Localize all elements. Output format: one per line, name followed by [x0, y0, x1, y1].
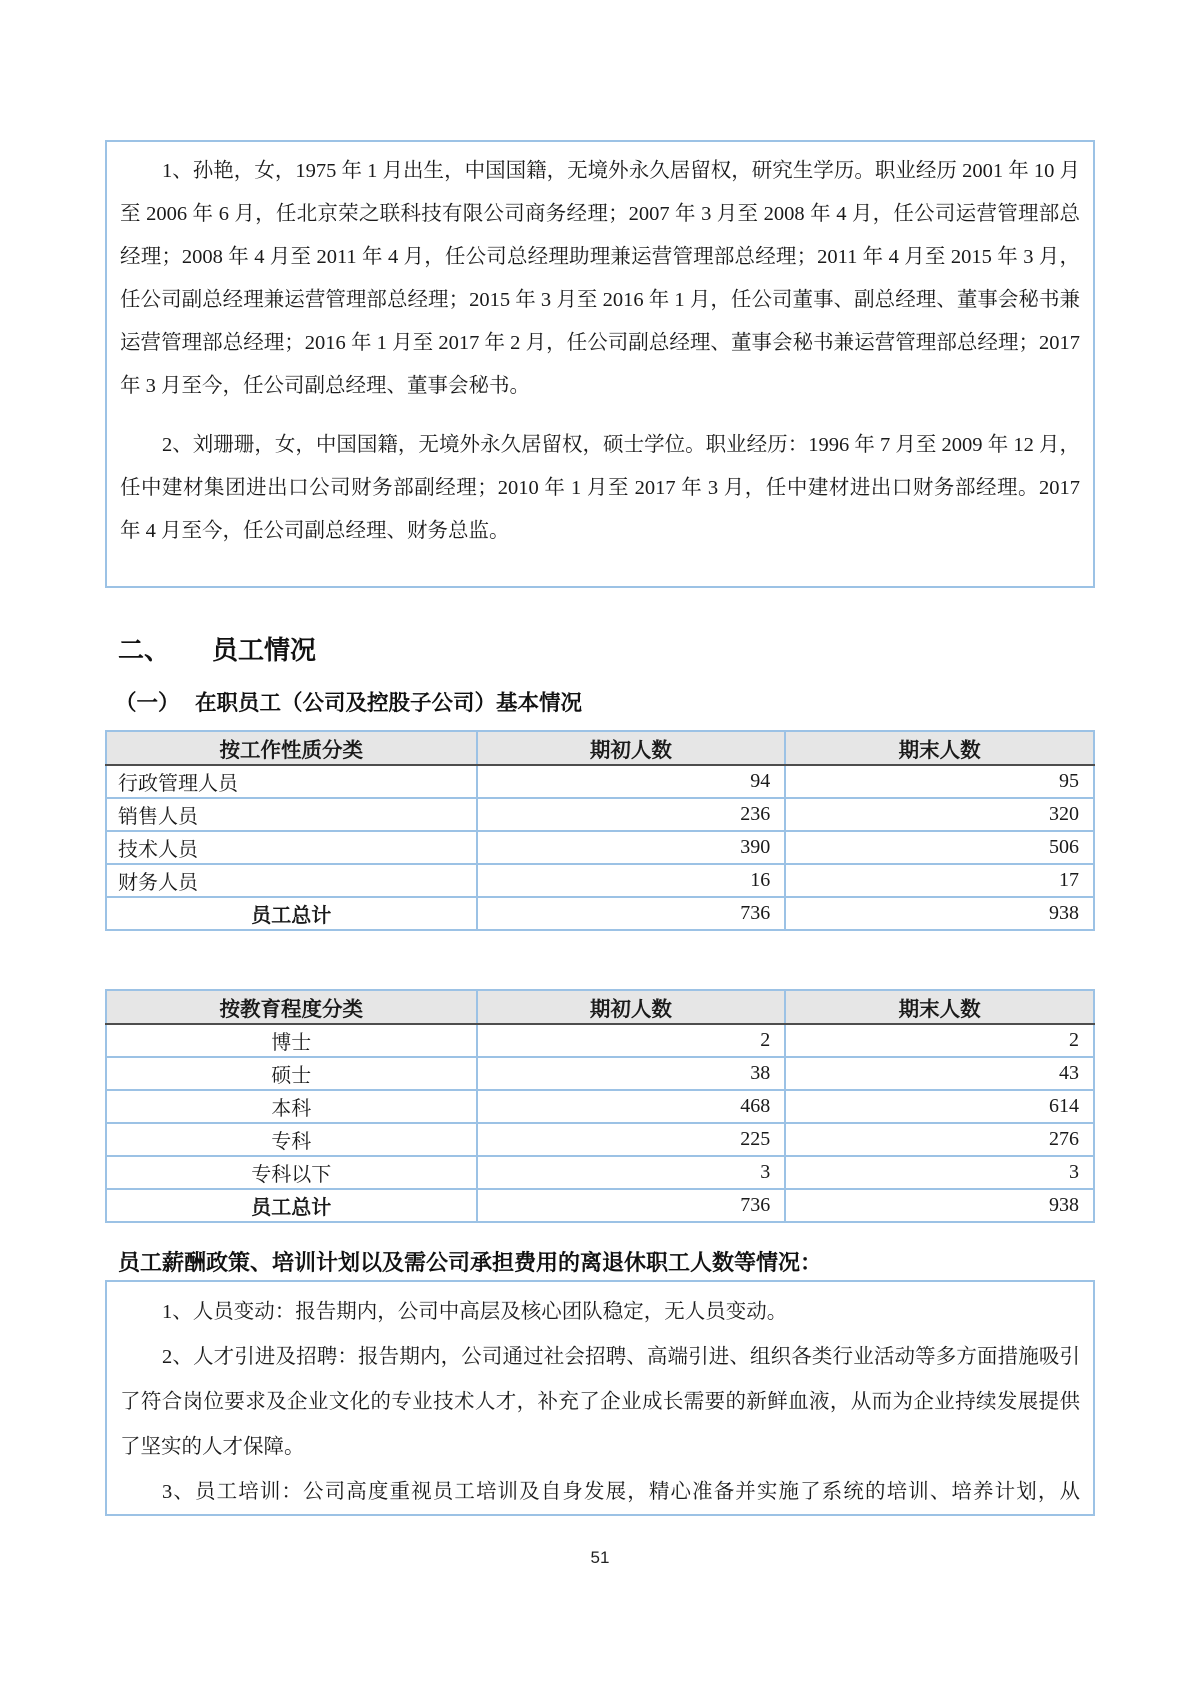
- section-heading: [118, 630, 316, 667]
- table-row: [106, 1156, 1094, 1189]
- column-header: 期初人数: [477, 731, 786, 765]
- column-header: 期初人数: [477, 990, 786, 1024]
- total-end-cell: 938: [785, 897, 1094, 930]
- section-number: 二、: [118, 635, 171, 665]
- policy-details-box: [105, 1280, 1095, 1516]
- employees-by-job-table: [105, 730, 1095, 931]
- table-total-row: [106, 1189, 1094, 1222]
- table-total-row: [106, 897, 1094, 930]
- table-row: [106, 798, 1094, 831]
- start-count-cell: 3: [477, 1156, 786, 1189]
- total-start-cell: 736: [477, 1189, 786, 1222]
- subsection-title: 在职员工（公司及控股子公司）基本情况: [195, 691, 583, 715]
- category-cell: 行政管理人员: [106, 765, 477, 798]
- total-label-cell: 员工总计: [106, 897, 477, 930]
- start-count-cell: 94: [477, 765, 786, 798]
- table-header-row: [106, 731, 1094, 765]
- bio-paragraph-1: 1、孙艳，女，1975 年 1 月出生，中国国籍，无境外永久居留权，研究生学历。职业经历 2001 年 10 月至 2006 年 6 月，任北京荣之联科技有限公司商务经理；2007 年 3 月至 2008 年 4 月，任公司运营管理部总经理；2008 年 4 月至 2011 年 4 月，任公司总经理助理兼运营管理部总经理；2011 年 4 月至 2015 年 3 月，任公司副总经理兼运营管理部总经理；2015 年 3 月至 2016 年 1 月，任公司董事、副总经理、董事会秘书兼运营管理部总经理；2016 年 1 月至 2017 年 2 月，任公司副总经理、董事会秘书兼运营管理部总经理；2017 年 3 月至今，任公司副总经理、董事会秘书。: [120, 160, 1080, 397]
- table-row: [106, 864, 1094, 897]
- end-count-cell: 614: [785, 1090, 1094, 1123]
- end-count-cell: 276: [785, 1123, 1094, 1156]
- column-header: 按教育程度分类: [106, 990, 477, 1024]
- category-cell: 销售人员: [106, 798, 477, 831]
- executive-bios-box: [105, 140, 1095, 588]
- category-cell: 专科以下: [106, 1156, 477, 1189]
- table-row: [106, 1123, 1094, 1156]
- bio-paragraph-2: 2、刘珊珊，女，中国国籍，无境外永久居留权，硕士学位。职业经历：1996 年 7 月至 2009 年 12 月，任中建材集团进出口公司财务部副经理；2010 年 1 月至 2017 年 3 月，任中建材进出口财务部经理。2017 年 4 月至今，任公司副总经理、财务总监。: [120, 434, 1080, 542]
- table-row: [106, 1024, 1094, 1057]
- end-count-cell: 506: [785, 831, 1094, 864]
- table-row: [106, 765, 1094, 798]
- table-row: [106, 831, 1094, 864]
- subsection-heading: [115, 686, 582, 717]
- start-count-cell: 225: [477, 1123, 786, 1156]
- page-number: 51: [590, 1548, 610, 1567]
- start-count-cell: 38: [477, 1057, 786, 1090]
- policy-heading: 员工薪酬政策、培训计划以及需公司承担费用的离退休职工人数等情况：: [118, 1250, 823, 1275]
- column-header: 按工作性质分类: [106, 731, 477, 765]
- start-count-cell: 468: [477, 1090, 786, 1123]
- end-count-cell: 320: [785, 798, 1094, 831]
- policy-paragraph-2: 2、人才引进及招聘：报告期内，公司通过社会招聘、高端引进、组织各类行业活动等多方面措施吸引了符合岗位要求及企业文化的专业技术人才，补充了企业成长需要的新鲜血液，从而为企业持续发展提供了坚实的人才保障。: [120, 1346, 1080, 1458]
- policy-paragraph-1: 1、人员变动：报告期内，公司中高层及核心团队稳定，无人员变动。: [162, 1301, 788, 1323]
- end-count-cell: 17: [785, 864, 1094, 897]
- employees-by-education-table: [105, 989, 1095, 1223]
- end-count-cell: 3: [785, 1156, 1094, 1189]
- category-cell: 硕士: [106, 1057, 477, 1090]
- column-header: 期末人数: [785, 731, 1094, 765]
- end-count-cell: 2: [785, 1024, 1094, 1057]
- start-count-cell: 2: [477, 1024, 786, 1057]
- subsection-number: （一）: [115, 691, 180, 715]
- table-header-row: [106, 990, 1094, 1024]
- table-row: [106, 1057, 1094, 1090]
- start-count-cell: 236: [477, 798, 786, 831]
- category-cell: 财务人员: [106, 864, 477, 897]
- total-start-cell: 736: [477, 897, 786, 930]
- total-end-cell: 938: [785, 1189, 1094, 1222]
- category-cell: 专科: [106, 1123, 477, 1156]
- end-count-cell: 95: [785, 765, 1094, 798]
- column-header: 期末人数: [785, 990, 1094, 1024]
- end-count-cell: 43: [785, 1057, 1094, 1090]
- table-row: [106, 1090, 1094, 1123]
- start-count-cell: 16: [477, 864, 786, 897]
- policy-paragraph-3: 3、员工培训：公司高度重视员工培训及自身发展，精心准备并实施了系统的培训、培养计划，从: [162, 1481, 1080, 1503]
- category-cell: 本科: [106, 1090, 477, 1123]
- section-title: 员工情况: [212, 635, 317, 665]
- total-label-cell: 员工总计: [106, 1189, 477, 1222]
- category-cell: 博士: [106, 1024, 477, 1057]
- category-cell: 技术人员: [106, 831, 477, 864]
- start-count-cell: 390: [477, 831, 786, 864]
